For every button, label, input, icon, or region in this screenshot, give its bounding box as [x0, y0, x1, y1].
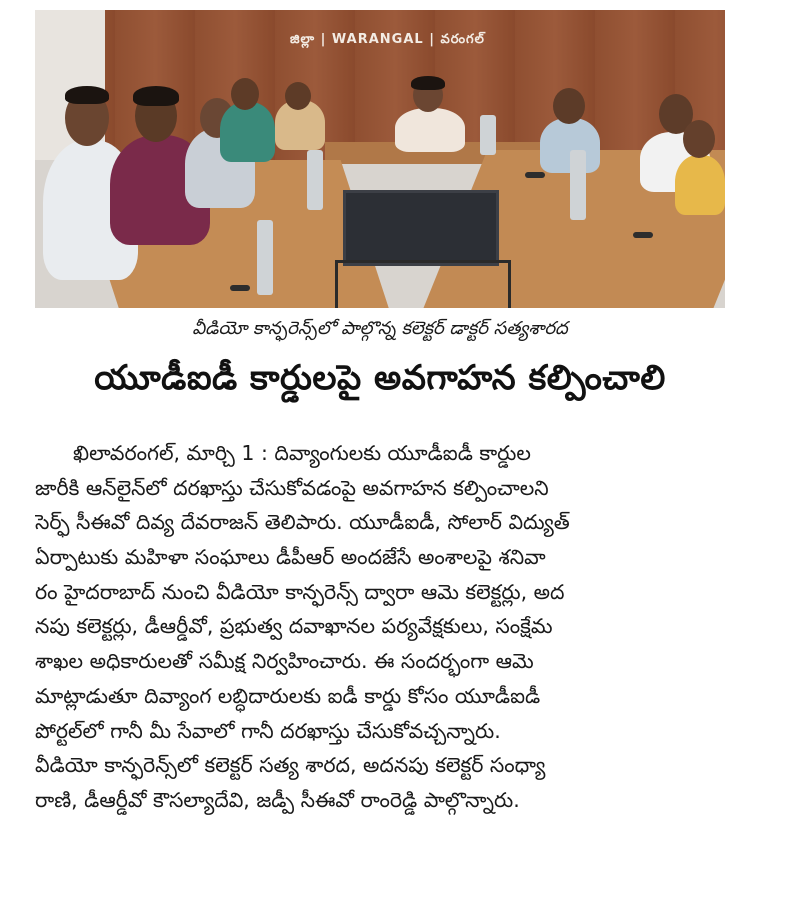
photo-person [395, 108, 465, 152]
article-line: రాణి, డీఆర్డీవో కౌసల్యాదేవి, జడ్పీ సీఈవో రాంరెడ్డి పాల్గొన్నారు. [35, 787, 520, 812]
photo-person-head [231, 78, 259, 110]
photo-person-head [553, 88, 585, 124]
photo-person [675, 155, 725, 215]
photo-microphone [230, 285, 250, 291]
photo-person-head [683, 120, 715, 158]
news-photo [35, 10, 725, 308]
photo-person-hair [133, 86, 179, 106]
article-line: పోర్టల్‌లో గానీ మీ సేవాలో గానీ దరఖాస్తు చేసుకోవచ్చన్నారు. [35, 718, 501, 743]
photo-person-hair [411, 76, 445, 90]
article-line: ఖిలావరంగల్, మార్చి 1 : దివ్యాంగులకు యూడీఐడీ కార్డుల [73, 441, 531, 465]
article-line: జారీకి ఆన్‌లైన్‌లో దరఖాస్తు చేసుకోవడంపై అవగాహన కల్పించాలని [35, 475, 549, 500]
photo-caption: వీడియో కాన్ఫరెన్స్‌లో పాల్గొన్న కలెక్టర్ డాక్టర్ సత్యశారద [192, 318, 568, 339]
article-body [35, 436, 735, 818]
article-line: నపు కలెక్టర్లు, డీఆర్డీవో, ప్రభుత్వ దవాఖానల పర్యవేక్షకులు, సంక్షేమ [35, 614, 553, 639]
photo-person [220, 102, 275, 162]
photo-bottle [257, 220, 273, 295]
photo-bottle [480, 115, 496, 155]
photo-bottle [570, 150, 586, 220]
photo-screen [343, 190, 499, 266]
photo-person-hair [65, 86, 109, 104]
article-line: శాఖల అధికారులతో సమీక్ష నిర్వహించారు. ఈ సందర్భంగా ఆమె [35, 649, 534, 674]
photo-rack [335, 260, 511, 308]
article-line: సెర్ఫ్ సీఈవో దివ్య దేవరాజన్ తెలిపారు. యూడీఐడీ, సోలార్ విద్యుత్ [35, 510, 570, 535]
article-line: వీడియో కాన్ఫరెన్స్‌లో కలెక్టర్ సత్య శారద, అదనపు కలెక్టర్ సంధ్యా [35, 753, 546, 778]
photo-bottle [307, 150, 323, 210]
article-line: ఏర్పాటుకు మహిళా సంఘాలు డీపీఆర్ అందజేసే అంశాలపై శనివా [35, 545, 546, 570]
article-line: మాట్లాడుతూ దివ్యాంగ లబ్ధిదారులకు ఐడీ కార్డు కోసం యూడీఐడీ [35, 683, 541, 708]
photo-signboard: జిల్లా | WARANGAL | వరంగల్ [290, 32, 485, 47]
photo-microphone [633, 232, 653, 238]
article-line: రం హైదరాబాద్ నుంచి వీడియో కాన్ఫరెన్స్ ద్వారా ఆమె కలెక్టర్లు, అద [35, 579, 565, 604]
article-headline: యూడీఐడీ కార్డులపై అవగాహన కల్పించాలి [94, 358, 666, 398]
photo-person-head [285, 82, 311, 110]
photo-microphone [525, 172, 545, 178]
